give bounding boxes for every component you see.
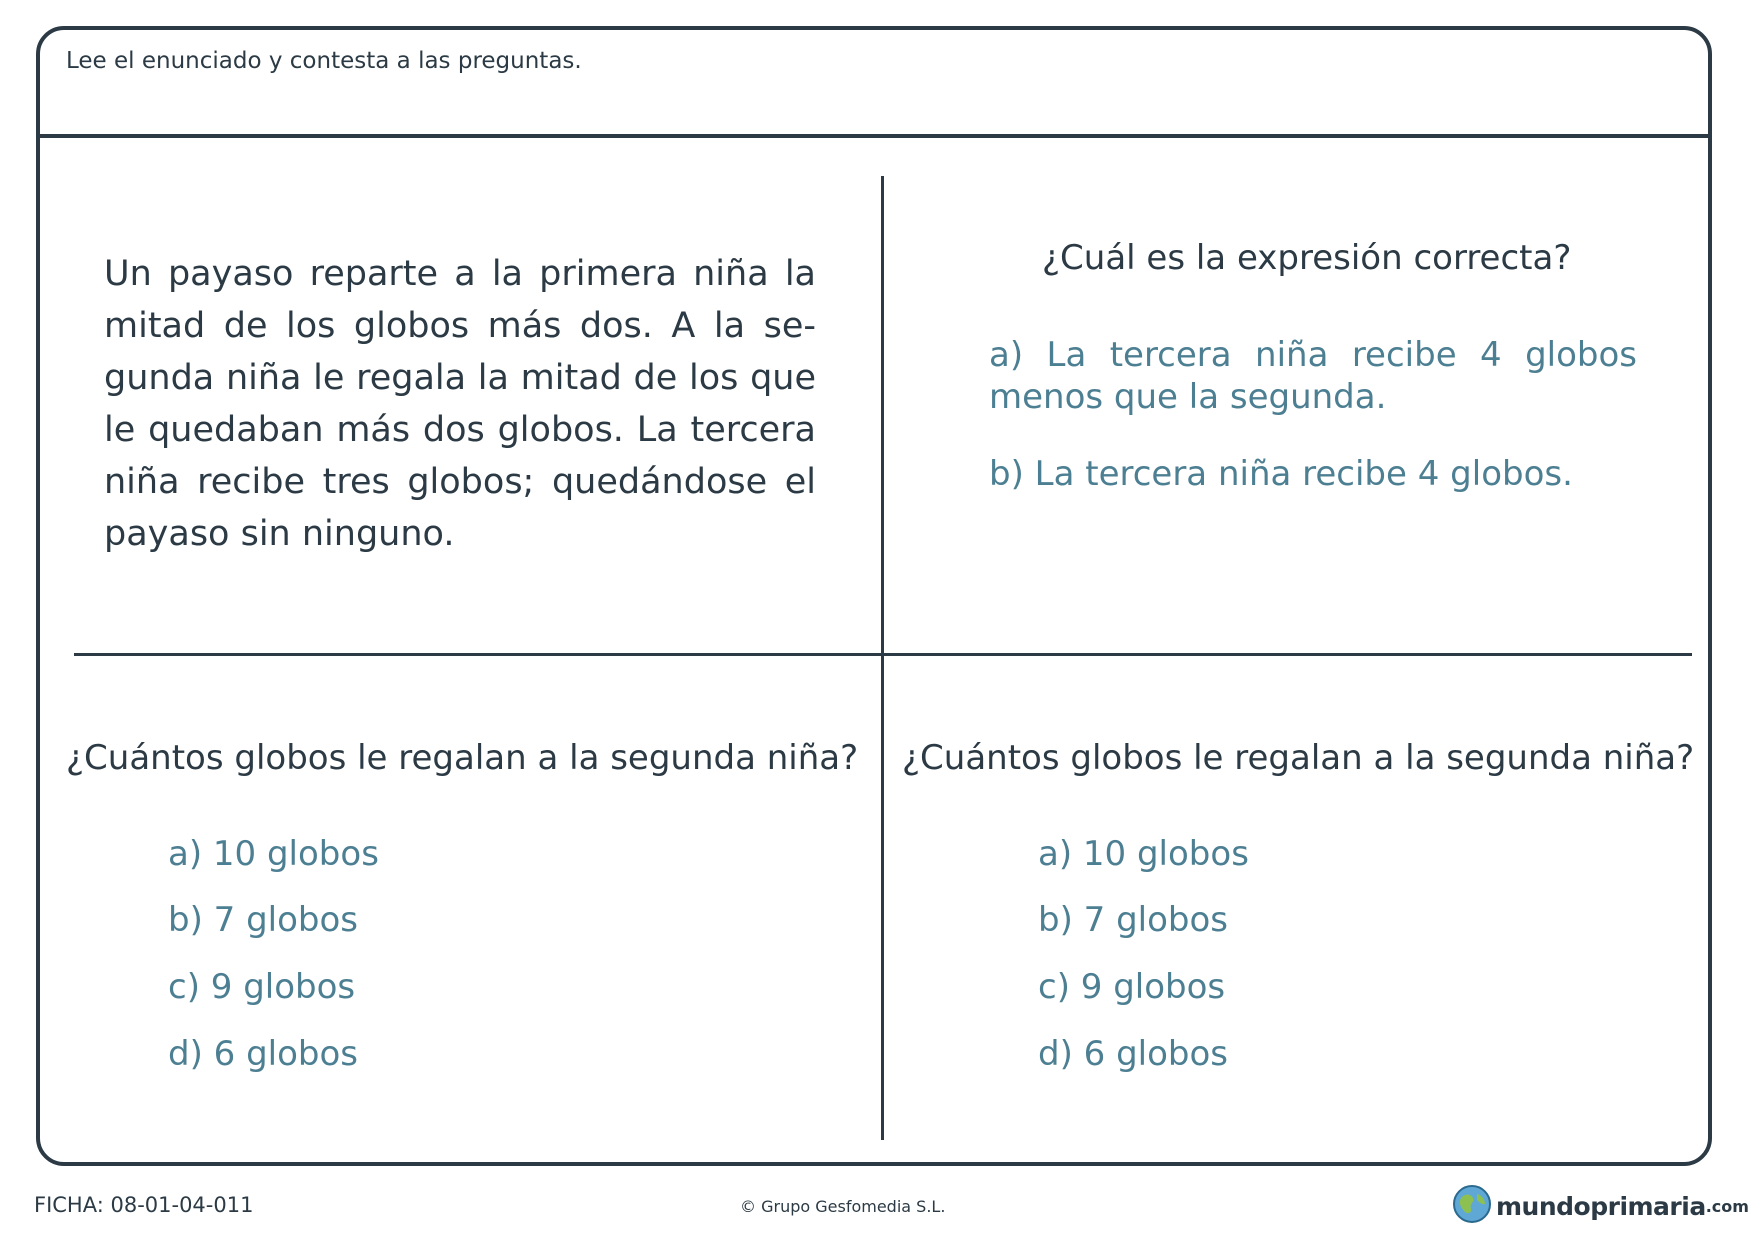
- question-bottom-right-option-b: b) 7 globos: [1038, 900, 1229, 940]
- question-bottom-left-title: ¿Cuántos globos le regalan a la segunda niña?: [66, 738, 859, 778]
- worksheet-code: FICHA: 08-01-04-011: [34, 1193, 254, 1217]
- instruction-text: Lee el enunciado y contesta a las preguntas.: [66, 48, 582, 74]
- copyright-text: © Grupo Gesfomedia S.L.: [740, 1197, 946, 1216]
- brand-logo[interactable]: [1452, 1186, 1749, 1226]
- worksheet-frame: [36, 26, 1712, 1166]
- question-top-right-option-b: b) La tercera niña recibe 4 globos.: [989, 454, 1573, 494]
- brand-name: mundoprimaria: [1496, 1191, 1706, 1221]
- question-bottom-right-title: ¿Cuántos globos le regalan a la segunda niña?: [902, 738, 1695, 778]
- globe-icon: [1452, 1184, 1492, 1228]
- question-bottom-left-option-c: c) 9 globos: [168, 967, 356, 1007]
- brand-domain: .com: [1705, 1196, 1749, 1216]
- question-bottom-left-option-a: a) 10 globos: [168, 834, 379, 874]
- problem-statement: Un payaso reparte a la primera niña la mitad de los globos más dos. A la se-gunda niña le regala la mitad de los que le quedaban más dos globos. La tercera niña recibe tres globos; quedándose el payaso sin ninguno.: [104, 254, 816, 554]
- vertical-divider: [881, 176, 884, 1140]
- question-bottom-right-option-c: c) 9 globos: [1038, 967, 1226, 1007]
- question-bottom-left-option-d: d) 6 globos: [168, 1034, 359, 1074]
- horizontal-divider: [74, 653, 1692, 656]
- question-top-right-option-a: a) La tercera niña recibe 4 globos menos que la segunda.: [989, 335, 1637, 417]
- question-bottom-left-option-b: b) 7 globos: [168, 900, 359, 940]
- question-top-right-title: ¿Cuál es la expresión correcta?: [1042, 238, 1572, 278]
- instruction-band: [40, 30, 1708, 138]
- question-bottom-right-option-a: a) 10 globos: [1038, 834, 1249, 874]
- question-bottom-right-option-d: d) 6 globos: [1038, 1034, 1229, 1074]
